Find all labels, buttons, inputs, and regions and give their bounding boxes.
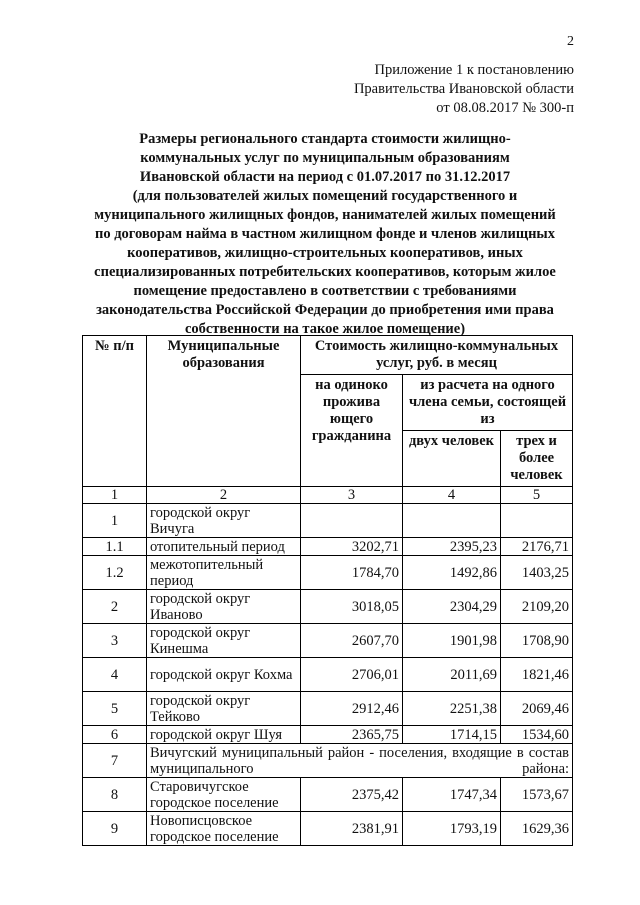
row-three: 1573,67: [501, 778, 573, 812]
row-single: 1784,70: [301, 556, 403, 590]
page-number: 2: [567, 34, 574, 49]
row-three: [501, 504, 573, 538]
row-three: 2069,46: [501, 692, 573, 726]
row-three: 1629,36: [501, 812, 573, 846]
title-line: законодательства Российской Федерации до приобретения ими права: [96, 302, 554, 318]
row-num: 3: [83, 624, 147, 658]
row-three: 1821,46: [501, 658, 573, 692]
column-index: 1: [83, 487, 147, 504]
row-single: 3018,05: [301, 590, 403, 624]
row-name: Старовичугское городское поселение: [147, 778, 301, 812]
appendix-note: [354, 61, 574, 118]
title-line: кооперативов, жилищно-строительных кооперативов, иных: [127, 245, 523, 261]
row-name: Новописцовское городское поселение: [147, 812, 301, 846]
header-municipality: Муниципальные образования: [147, 336, 301, 487]
appendix-line: от 08.08.2017 № 300-п: [436, 100, 574, 116]
row-name: отопительный период: [147, 538, 301, 556]
row-two: 1714,15: [403, 726, 501, 744]
row-num: 1.1: [83, 538, 147, 556]
table-row: [83, 744, 573, 778]
table-row: [83, 590, 573, 624]
row-single: 3202,71: [301, 538, 403, 556]
row-name-merged: Вичугский муниципальный район - поселения, входящие в состав муниципального района:: [147, 744, 573, 778]
row-num: 6: [83, 726, 147, 744]
row-name: городской округ Тейково: [147, 692, 301, 726]
row-name: городской округ Кохма: [147, 658, 301, 692]
row-single: [301, 504, 403, 538]
title-line: собственности на такое жилое помещение): [184, 321, 466, 337]
row-single: 2912,46: [301, 692, 403, 726]
appendix-line: Приложение 1 к постановлению: [374, 62, 574, 78]
column-index: 5: [501, 487, 573, 504]
title-line: муниципального жилищных фондов, нанимателей жилых помещений: [94, 207, 556, 223]
document-title: [70, 130, 580, 339]
row-num: 1: [83, 504, 147, 538]
row-two: 2395,23: [403, 538, 501, 556]
title-line: Ивановской области на период с 01.07.2017 по 31.12.2017: [139, 169, 511, 185]
row-name: межотопительный период: [147, 556, 301, 590]
column-index: 3: [301, 487, 403, 504]
row-num: 4: [83, 658, 147, 692]
row-two: 1747,34: [403, 778, 501, 812]
table-row: [83, 726, 573, 744]
header-cost: Стоимость жилищно-коммунальных услуг, руб. в месяц: [301, 336, 573, 375]
header-three-plus: трех и более человек: [501, 431, 573, 487]
table-row: [83, 538, 573, 556]
row-three: 2109,20: [501, 590, 573, 624]
title-line: помещение предоставлено в соответствии с требованиями: [133, 283, 517, 299]
column-index: 4: [403, 487, 501, 504]
row-num: 2: [83, 590, 147, 624]
row-name: городской округ Кинешма: [147, 624, 301, 658]
row-single: 2706,01: [301, 658, 403, 692]
table-row: [83, 624, 573, 658]
header-two: двух человек: [403, 431, 501, 487]
column-index-row: [83, 487, 573, 504]
row-two: 2251,38: [403, 692, 501, 726]
row-name: городской округ Шуя: [147, 726, 301, 744]
title-line: по договорам найма в частном жилищном фонде и членов жилищных: [94, 226, 556, 242]
row-single: 2365,75: [301, 726, 403, 744]
row-num: 7: [83, 744, 147, 778]
row-two: 2011,69: [403, 658, 501, 692]
title-line: специализированных потребительских кооперативов, которым жилое: [94, 264, 556, 280]
row-two: 1901,98: [403, 624, 501, 658]
header-single: на одиноко прожива ющего гражданина: [301, 375, 403, 487]
row-num: 5: [83, 692, 147, 726]
row-single: 2381,91: [301, 812, 403, 846]
row-two: 1492,86: [403, 556, 501, 590]
row-three: 2176,71: [501, 538, 573, 556]
table-row: [83, 692, 573, 726]
header-per-member: из расчета на одного члена семьи, состоящей из: [403, 375, 573, 431]
row-three: 1403,25: [501, 556, 573, 590]
title-line: коммунальных услуг по муниципальным образованиям: [140, 150, 510, 166]
row-name: городской округ Вичуга: [147, 504, 301, 538]
row-single: 2607,70: [301, 624, 403, 658]
table-row: [83, 778, 573, 812]
table-row: [83, 658, 573, 692]
column-index: 2: [147, 487, 301, 504]
row-three: 1534,60: [501, 726, 573, 744]
title-line: Размеры регионального стандарта стоимости жилищно-: [139, 131, 511, 147]
row-two: [403, 504, 501, 538]
header-num: № п/п: [83, 336, 147, 487]
row-single: 2375,42: [301, 778, 403, 812]
row-num: 8: [83, 778, 147, 812]
table-row: [83, 556, 573, 590]
appendix-line: Правительства Ивановской области: [353, 81, 574, 97]
row-name: городской округ Иваново: [147, 590, 301, 624]
table-row: [83, 504, 573, 538]
row-two: 2304,29: [403, 590, 501, 624]
cost-table: [82, 335, 573, 846]
row-two: 1793,19: [403, 812, 501, 846]
row-three: 1708,90: [501, 624, 573, 658]
row-num: 9: [83, 812, 147, 846]
table-row: [83, 812, 573, 846]
title-line: (для пользователей жилых помещений государственного и: [132, 188, 518, 204]
row-num: 1.2: [83, 556, 147, 590]
